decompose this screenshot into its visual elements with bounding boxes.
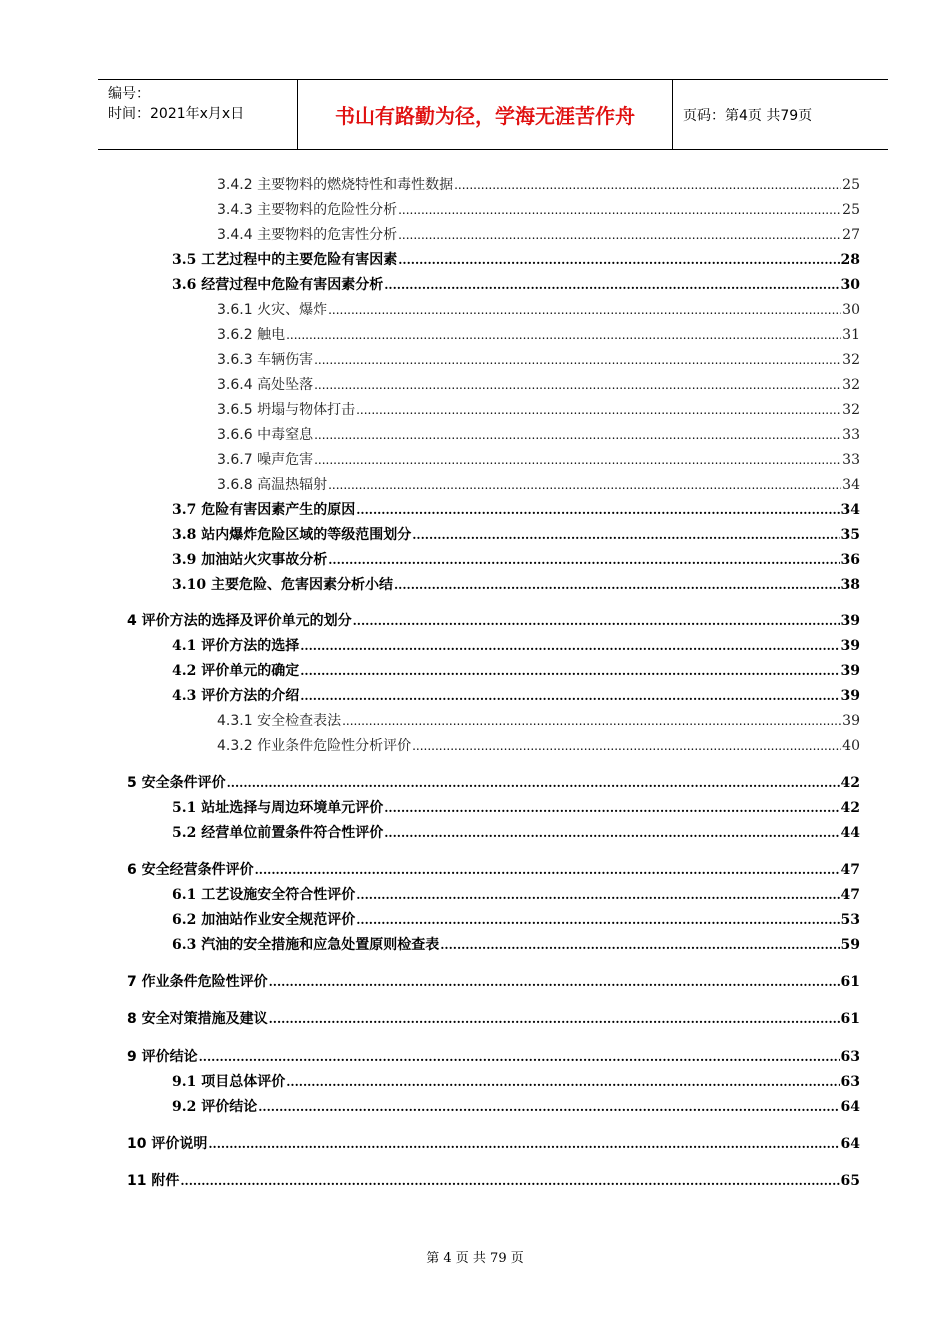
toc-entry-title: 4.3 评价方法的介绍 — [172, 688, 300, 704]
toc-entry-page: 33 — [842, 452, 860, 468]
toc-entry-title: 9 评价结论 — [127, 1049, 198, 1065]
toc-leader-dots — [286, 1071, 839, 1093]
toc-entry-title: 5 安全条件评价 — [127, 775, 226, 791]
time-label: 时间：2021年x月x日 — [108, 106, 245, 122]
toc-entry[interactable] — [172, 249, 860, 271]
toc-entry-page: 25 — [842, 202, 860, 218]
toc-leader-dots — [286, 324, 841, 346]
toc-leader-dots — [328, 549, 839, 571]
toc-entry[interactable] — [217, 324, 860, 346]
toc-entry-title: 4 评价方法的选择及评价单元的划分 — [127, 613, 352, 629]
toc-leader-dots — [314, 374, 841, 396]
toc-entry-title: 6.2 加油站作业安全规范评价 — [172, 912, 356, 928]
toc-entry[interactable] — [127, 971, 860, 993]
page-footer: 第 4 页 共 79 页 — [426, 1251, 524, 1266]
toc-entry-page: 32 — [842, 352, 860, 368]
toc-entry-title: 3.6.8 高温热辐射 — [217, 477, 328, 493]
toc-entry[interactable] — [127, 1170, 860, 1192]
toc-entry-title: 6.3 汽油的安全措施和应急处置原则检查表 — [172, 937, 440, 953]
toc-leader-dots — [412, 735, 841, 757]
page-header — [98, 79, 888, 150]
toc-entry[interactable] — [217, 374, 860, 396]
toc-entry[interactable] — [127, 610, 860, 632]
toc-entry[interactable] — [172, 660, 860, 682]
toc-entry-page: 32 — [842, 377, 860, 393]
toc-entry-page: 35 — [840, 527, 860, 543]
toc-entry-page: 63 — [840, 1049, 860, 1065]
toc-entry-title: 3.6 经营过程中危险有害因素分析 — [172, 277, 384, 293]
toc-entry[interactable] — [172, 934, 860, 956]
toc-entry-page: 44 — [840, 825, 860, 841]
toc-entry-title: 8 安全对策措施及建议 — [127, 1011, 268, 1027]
toc-leader-dots — [208, 1133, 839, 1155]
toc-leader-dots — [440, 934, 839, 956]
toc-entry-page: 32 — [842, 402, 860, 418]
toc-entry[interactable] — [172, 524, 860, 546]
toc-entry-title: 5.1 站址选择与周边环境单元评价 — [172, 800, 384, 816]
toc-leader-dots — [269, 1008, 840, 1030]
toc-entry-page: 64 — [840, 1136, 860, 1152]
toc-entry[interactable] — [172, 635, 860, 657]
toc-entry-page: 39 — [842, 713, 860, 729]
toc-leader-dots — [356, 909, 839, 931]
toc-entry[interactable] — [172, 797, 860, 819]
toc-leader-dots — [314, 449, 841, 471]
toc-entry-page: 42 — [840, 800, 860, 816]
toc-leader-dots — [314, 349, 841, 371]
toc-entry-page: 30 — [840, 277, 860, 293]
toc-entry-page: 30 — [842, 302, 860, 318]
toc-leader-dots — [398, 199, 841, 221]
toc-entry-title: 11 附件 — [127, 1173, 180, 1189]
toc-entry[interactable] — [217, 174, 860, 196]
toc-entry[interactable] — [172, 685, 860, 707]
toc-entry-title: 3.6.1 火灾、爆炸 — [217, 302, 328, 318]
toc-entry[interactable] — [217, 710, 860, 732]
toc-entry[interactable] — [217, 424, 860, 446]
toc-entry-page: 40 — [842, 738, 860, 754]
toc-entry-title: 3.6.2 触电 — [217, 327, 286, 343]
toc-leader-dots — [269, 971, 840, 993]
toc-entry-page: 42 — [840, 775, 860, 791]
toc-leader-dots — [454, 174, 841, 196]
toc-entry[interactable] — [172, 274, 860, 296]
header-motto: 书山有路勤为径，学海无涯苦作舟 — [298, 80, 673, 149]
toc-entry-title: 10 评价说明 — [127, 1136, 208, 1152]
toc-leader-dots — [412, 524, 839, 546]
toc-entry[interactable] — [172, 909, 860, 931]
toc-entry-page: 63 — [840, 1074, 860, 1090]
number-label: 编号： — [108, 86, 150, 102]
toc-entry[interactable] — [172, 884, 860, 906]
toc-leader-dots — [356, 884, 839, 906]
toc-entry-page: 61 — [840, 974, 860, 990]
toc-leader-dots — [398, 249, 839, 271]
toc-entry-page: 34 — [840, 502, 860, 518]
toc-leader-dots — [227, 772, 840, 794]
toc-entry-title: 4.3.1 安全检查表法 — [217, 713, 342, 729]
toc-entry-title: 3.6.6 中毒窒息 — [217, 427, 314, 443]
toc-entry-title: 3.6.4 高处坠落 — [217, 377, 314, 393]
toc-entry-page: 27 — [842, 227, 860, 243]
toc-entry-title: 7 作业条件危险性评价 — [127, 974, 268, 990]
toc-entry[interactable] — [217, 224, 860, 246]
toc-entry[interactable] — [172, 574, 860, 596]
toc-entry-title: 9.2 评价结论 — [172, 1099, 258, 1115]
toc-entry[interactable] — [172, 549, 860, 571]
toc-entry[interactable] — [172, 822, 860, 844]
toc-leader-dots — [342, 710, 841, 732]
toc-entry[interactable] — [127, 772, 860, 794]
toc-entry-title: 3.6.5 坍塌与物体打击 — [217, 402, 356, 418]
toc-entry[interactable] — [172, 1071, 860, 1093]
toc-entry-title: 4.2 评价单元的确定 — [172, 663, 300, 679]
toc-entry-title: 3.9 加油站火灾事故分析 — [172, 552, 328, 568]
toc-entry-title: 3.10 主要危险、危害因素分析小结 — [172, 577, 393, 593]
toc-entry[interactable] — [127, 1046, 860, 1068]
toc-entry[interactable] — [172, 499, 860, 521]
toc-entry-page: 65 — [840, 1173, 860, 1189]
toc-leader-dots — [328, 299, 841, 321]
toc-entry-page: 39 — [840, 663, 860, 679]
toc-entry-page: 47 — [840, 862, 860, 878]
toc-entry-page: 53 — [840, 912, 860, 928]
toc-entry[interactable] — [217, 735, 860, 757]
toc-leader-dots — [356, 499, 839, 521]
toc-leader-dots — [258, 1096, 839, 1118]
toc-entry-page: 31 — [842, 327, 860, 343]
toc-entry-title: 3.4.2 主要物料的燃烧特性和毒性数据 — [217, 177, 454, 193]
toc-entry-title: 3.5 工艺过程中的主要危险有害因素 — [172, 252, 398, 268]
toc-leader-dots — [384, 274, 839, 296]
toc-entry-title: 5.2 经营单位前置条件符合性评价 — [172, 825, 384, 841]
toc-entry-title: 6.1 工艺设施安全符合性评价 — [172, 887, 356, 903]
header-meta — [98, 80, 298, 149]
toc-entry[interactable] — [217, 199, 860, 221]
toc-leader-dots — [300, 685, 839, 707]
toc-entry[interactable] — [127, 859, 860, 881]
toc-leader-dots — [300, 660, 839, 682]
toc-entry[interactable] — [217, 299, 860, 321]
toc-leader-dots — [356, 399, 841, 421]
toc-entry-title: 3.8 站内爆炸危险区域的等级范围划分 — [172, 527, 412, 543]
toc-entry-page: 36 — [840, 552, 860, 568]
toc-entry[interactable] — [172, 1096, 860, 1118]
toc-entry[interactable] — [217, 349, 860, 371]
toc-entry-title: 4.3.2 作业条件危险性分析评价 — [217, 738, 412, 754]
toc-entry[interactable] — [217, 449, 860, 471]
toc-entry-page: 38 — [840, 577, 860, 593]
header-page-label: 页码：第4页 共79页 — [683, 107, 813, 124]
toc-leader-dots — [255, 859, 840, 881]
toc-entry-title: 9.1 项目总体评价 — [172, 1074, 286, 1090]
toc-entry-title: 4.1 评价方法的选择 — [172, 638, 300, 654]
toc-entry-title: 6 安全经营条件评价 — [127, 862, 254, 878]
toc-entry[interactable] — [127, 1133, 860, 1155]
toc-entry-page: 34 — [842, 477, 860, 493]
toc-entry-page: 39 — [840, 688, 860, 704]
toc-entry-page: 39 — [840, 613, 860, 629]
toc-entry[interactable] — [217, 474, 860, 496]
toc-entry-page: 59 — [840, 937, 860, 953]
toc-entry-page: 47 — [840, 887, 860, 903]
toc-entry[interactable] — [127, 1008, 860, 1030]
toc-leader-dots — [300, 635, 839, 657]
toc-entry-title: 3.4.3 主要物料的危险性分析 — [217, 202, 398, 218]
toc-leader-dots — [384, 822, 839, 844]
toc-entry-title: 3.6.7 噪声危害 — [217, 452, 314, 468]
toc-leader-dots — [199, 1046, 840, 1068]
toc-entry-page: 33 — [842, 427, 860, 443]
toc-leader-dots — [314, 424, 841, 446]
toc-entry-title: 3.7 危险有害因素产生的原因 — [172, 502, 356, 518]
toc-leader-dots — [328, 474, 841, 496]
toc-leader-dots — [398, 224, 841, 246]
toc-leader-dots — [384, 797, 839, 819]
toc-entry-page: 25 — [842, 177, 860, 193]
toc-entry-page: 64 — [840, 1099, 860, 1115]
toc-entry-page: 28 — [840, 252, 860, 268]
toc-entry[interactable] — [217, 399, 860, 421]
toc-leader-dots — [180, 1170, 839, 1192]
toc-entry-title: 3.6.3 车辆伤害 — [217, 352, 314, 368]
toc-entry-title: 3.4.4 主要物料的危害性分析 — [217, 227, 398, 243]
toc-leader-dots — [394, 574, 840, 596]
toc-leader-dots — [353, 610, 840, 632]
toc-entry-page: 61 — [840, 1011, 860, 1027]
toc-entry-page: 39 — [840, 638, 860, 654]
